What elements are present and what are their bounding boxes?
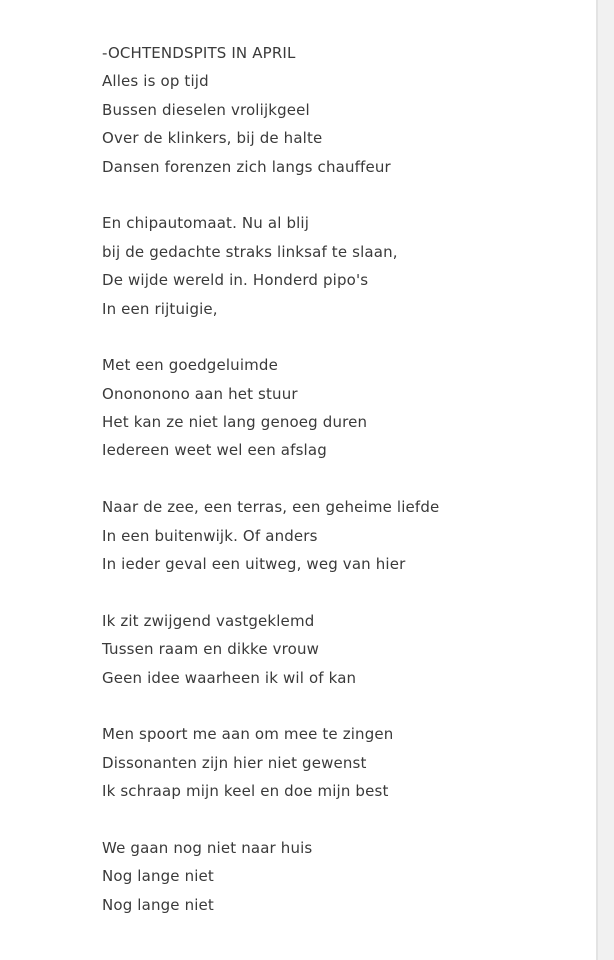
poem-line: Nog lange niet (102, 895, 214, 914)
poem-line: Het kan ze niet lang genoeg duren (102, 413, 368, 432)
poem-line: Iedereen weet wel een afslag (102, 441, 327, 460)
poem-line: Met een goedgeluimde (102, 356, 278, 375)
stanza-7 (102, 834, 439, 919)
poem-line: Geen idee waarheen ik wil of kan (102, 668, 357, 687)
poem-line: bij de gedachte straks linksaf te slaan, (102, 242, 398, 261)
poem-line: Nog lange niet (102, 867, 214, 886)
stanza-3 (102, 351, 439, 465)
poem-line: We gaan nog niet naar huis (102, 838, 313, 857)
stanza-1 (102, 67, 439, 181)
poem-line: In een buitenwijk. Of anders (102, 526, 318, 545)
poem-line: Ik zit zwijgend vastgeklemd (102, 611, 315, 630)
poem (102, 39, 439, 919)
stanza-gap (102, 692, 439, 720)
stanza-6 (102, 720, 439, 805)
poem-line: De wijde wereld in. Honderd pipo's (102, 271, 369, 290)
stanza-gap (102, 578, 439, 606)
stanza-2 (102, 209, 439, 323)
poem-line: Tussen raam en dikke vrouw (102, 640, 320, 659)
poem-line: Over de klinkers, bij de halte (102, 129, 323, 148)
poem-title: -OCHTENDSPITS IN APRIL (102, 44, 296, 62)
poem-line: Dissonanten zijn hier niet gewenst (102, 753, 367, 772)
stanza-gap (102, 806, 439, 834)
poem-line: In een rijtuigie, (102, 299, 218, 318)
poem-line: Dansen forenzen zich langs chauffeur (102, 157, 391, 176)
poem-line: Ik schraap mijn keel en doe mijn best (102, 782, 389, 801)
poem-line: En chipautomaat. Nu al blij (102, 214, 310, 233)
stanza-5 (102, 607, 439, 692)
stanza-gap (102, 465, 439, 493)
poem-line: Alles is op tijd (102, 72, 209, 91)
poem-line: Bussen dieselen vrolijkgeel (102, 100, 310, 119)
poem-line: Men spoort me aan om mee te zingen (102, 725, 394, 744)
stanza-4 (102, 493, 439, 578)
page-margin (598, 0, 614, 960)
stanza-gap (102, 181, 439, 209)
stanza-gap (102, 323, 439, 351)
poem-line: Onononono aan het stuur (102, 384, 298, 403)
poem-line: In ieder geval een uitweg, weg van hier (102, 555, 406, 574)
poem-line: Naar de zee, een terras, een geheime liefde (102, 498, 440, 517)
